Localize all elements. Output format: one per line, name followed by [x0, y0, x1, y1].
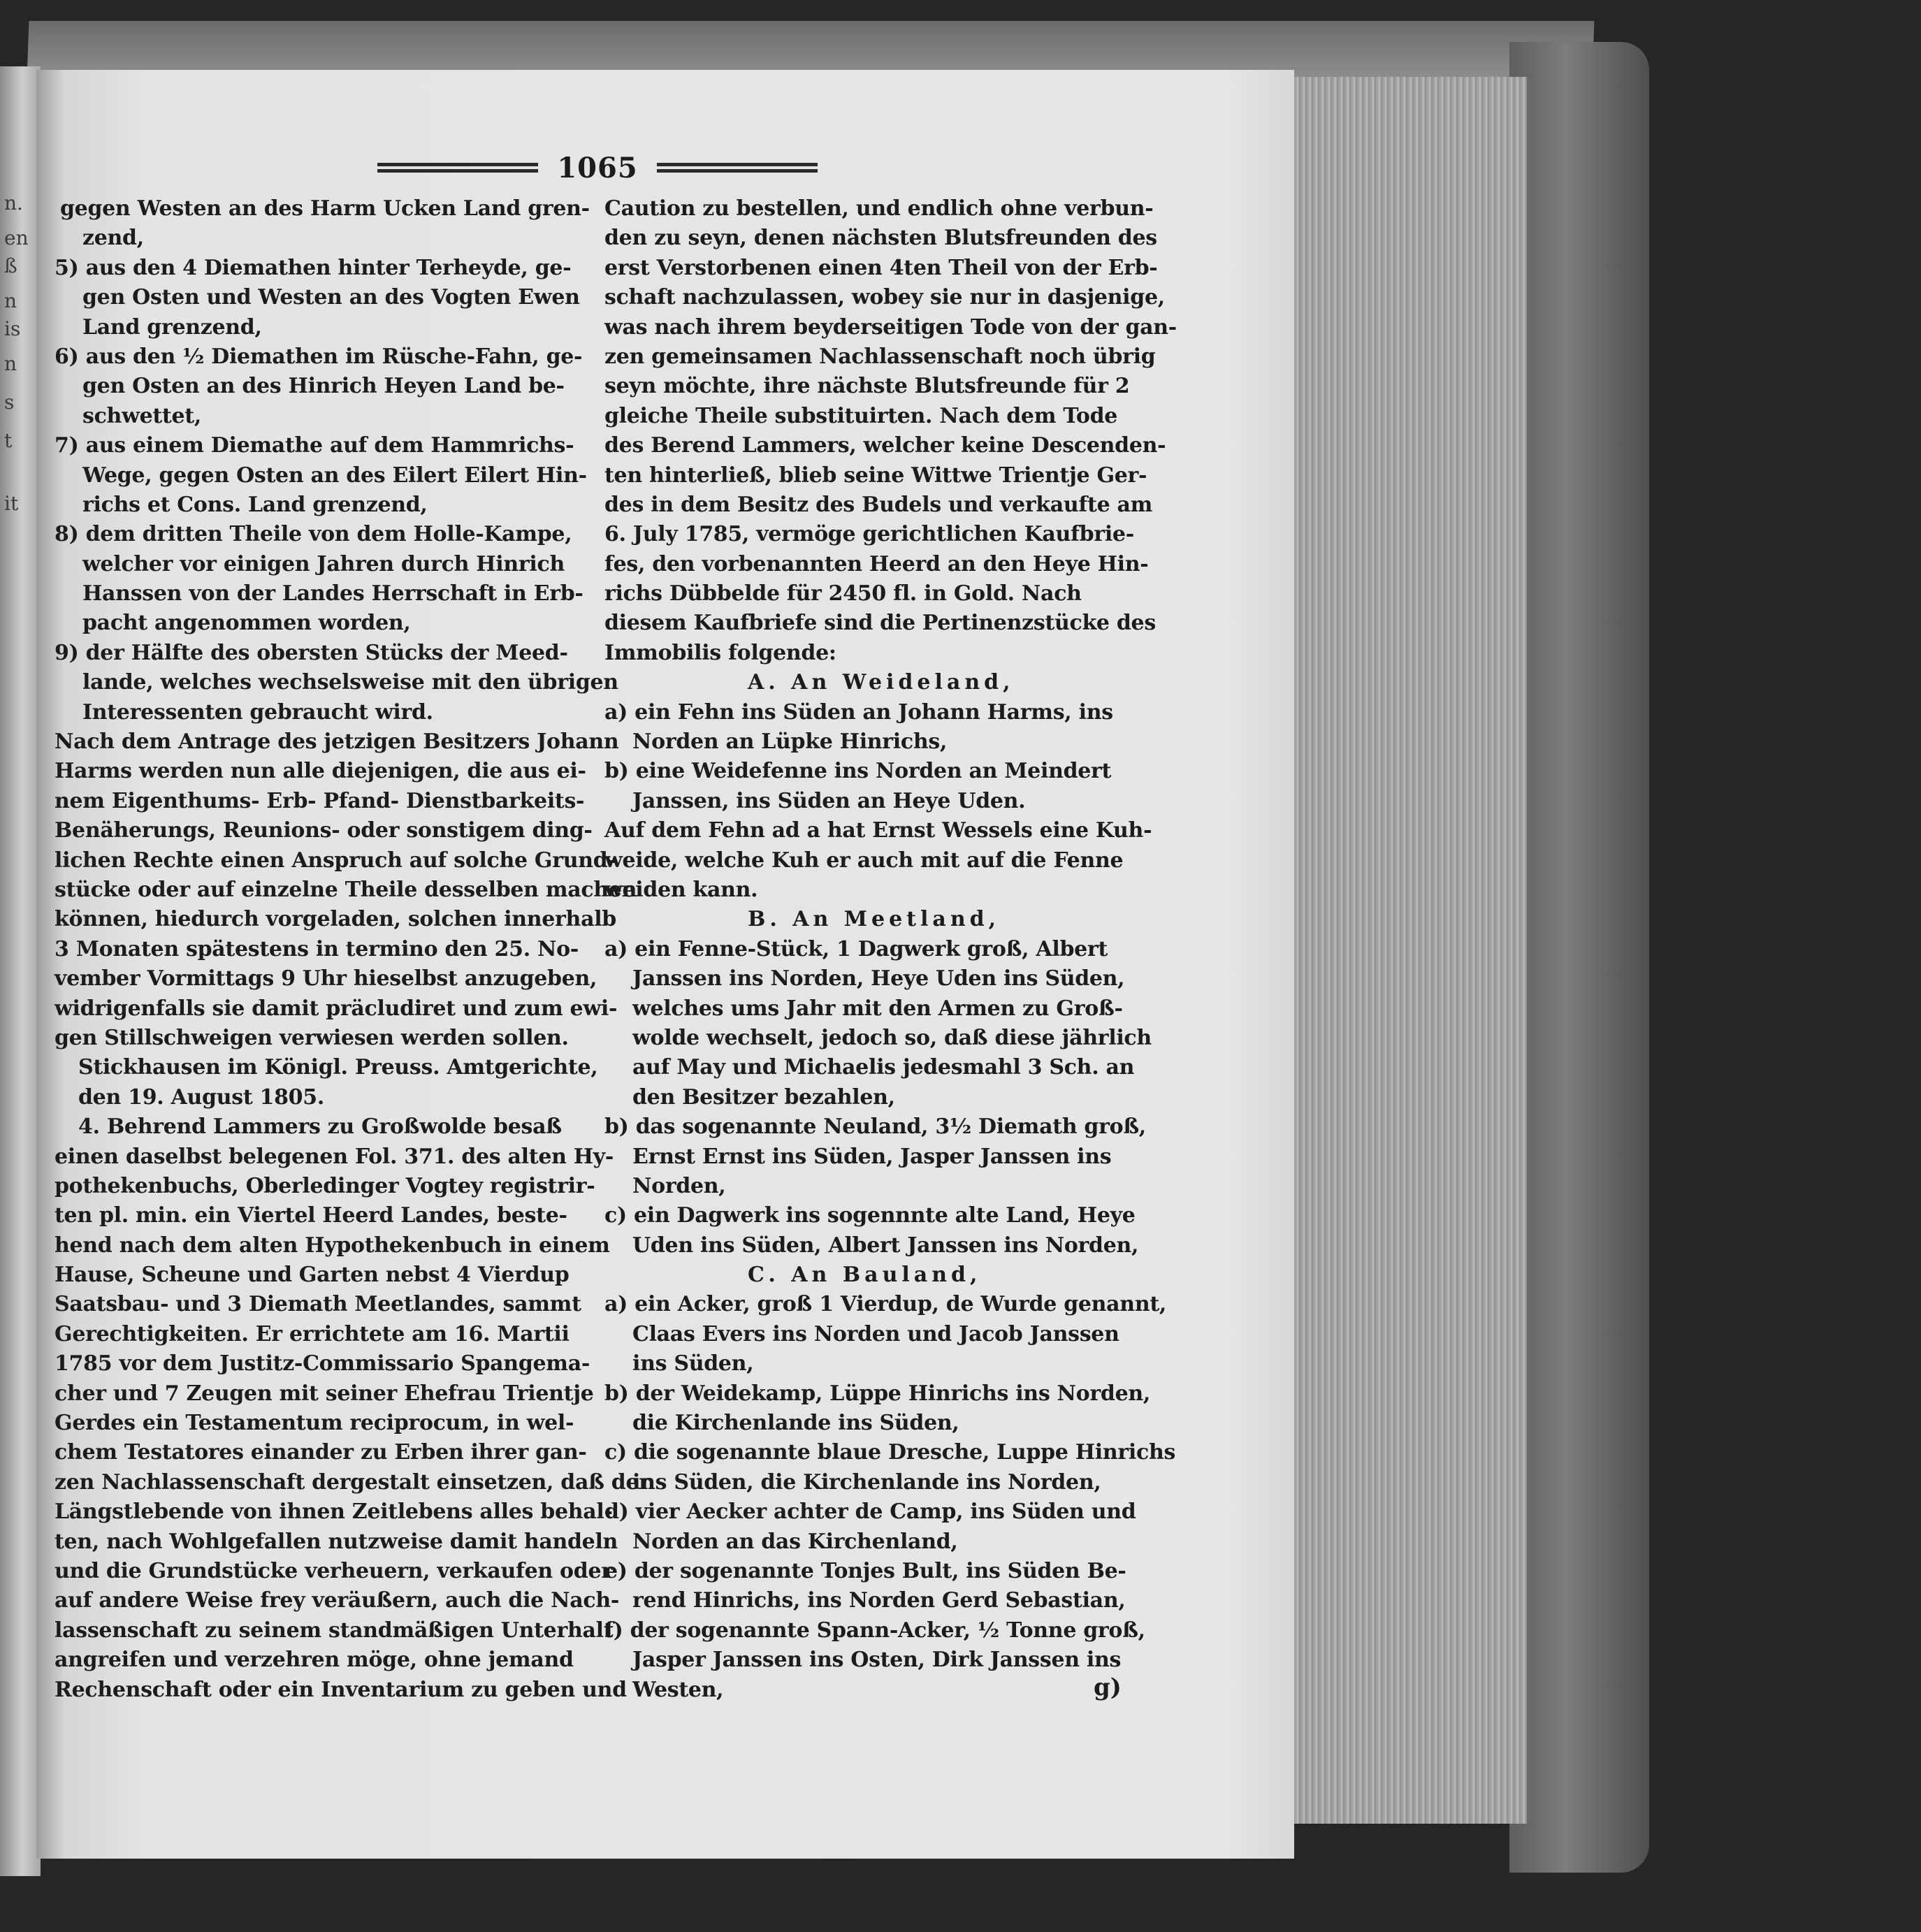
text-line: gegen Westen an des Harm Ucken Land gren- [60, 196, 590, 221]
text-line: Saatsbau- und 3 Diemath Meetlandes, sammt [55, 1292, 581, 1317]
text-line: und die Grundstücke verheuern, verkaufen oder [55, 1558, 612, 1583]
text-line: zen Nachlassenschaft dergestalt einsetzen, daß der [55, 1469, 650, 1495]
text-line: den zu seyn, denen nächsten Blutsfreunden des [604, 226, 1157, 251]
text-line: Stickhausen im Königl. Preuss. Amtgerichte, [78, 1055, 598, 1080]
previous-page-fragment: n [4, 289, 17, 312]
text-line: richs et Cons. Land grenzend, [82, 492, 428, 517]
text-line: gen Stillschweigen verwiesen werden sollen. [55, 1025, 569, 1050]
book-cover-top [27, 21, 1595, 77]
text-line: d) vier Aecker achter de Camp, ins Süden und [604, 1499, 1136, 1525]
text-line: a) ein Fenne-Stück, 1 Dagwerk groß, Albert [604, 936, 1108, 961]
text-line: den 19. August 1805. [78, 1084, 324, 1110]
text-line: Harms werden nun alle diejenigen, die aus ei- [55, 759, 586, 784]
text-line: nem Eigenthums- Erb- Pfand- Dienstbarkeits- [55, 788, 585, 813]
text-line: ins Süden, [632, 1351, 754, 1377]
text-line: Ernst Ernst ins Süden, Jasper Janssen ins [632, 1144, 1112, 1169]
text-line: Gerechtigkeiten. Er errichtete am 16. Martii [55, 1321, 570, 1346]
text-line: a) ein Acker, groß 1 Vierdup, de Wurde genannt, [604, 1292, 1167, 1317]
text-line: zen gemeinsamen Nachlassenschaft noch übrig [604, 344, 1156, 369]
text-line: welcher vor einigen Jahren durch Hinrich [82, 551, 565, 576]
text-line: pacht angenommen worden, [82, 611, 411, 636]
page-header [377, 151, 818, 184]
header-rule-right [657, 163, 818, 173]
text-line: Gerdes ein Testamentum reciprocum, in wel- [55, 1411, 574, 1436]
text-line: b) das sogenannte Neuland, 3½ Diemath groß, [604, 1114, 1146, 1140]
text-line: welches ums Jahr mit den Armen zu Groß- [632, 996, 1123, 1021]
text-line: seyn möchte, ihre nächste Blutsfreunde für 2 [604, 374, 1130, 399]
text-line: weiden kann. [604, 877, 758, 902]
text-line: Norden an das Kirchenland, [632, 1529, 958, 1554]
text-line: wolde wechselt, jedoch so, daß diese jährlich [632, 1025, 1152, 1050]
text-line: c) die sogenannte blaue Dresche, Luppe Hinrichs [604, 1440, 1176, 1465]
text-line: rend Hinrichs, ins Norden Gerd Sebastian, [632, 1588, 1126, 1613]
text-line: 5) aus den 4 Diemathen hinter Terheyde, ge- [55, 255, 572, 280]
text-line: diesem Kaufbriefe sind die Pertinenzstücke des [604, 611, 1156, 636]
text-line: f) der sogenannte Spann-Acker, ½ Tonne groß, [604, 1618, 1145, 1643]
text-line: angreifen und verzehren möge, ohne jemand [55, 1648, 574, 1673]
text-line: B. An Meetland, [748, 907, 1001, 932]
text-line: weide, welche Kuh er auch mit auf die Fenne [604, 848, 1124, 873]
text-line: Janssen, ins Süden an Heye Uden. [632, 788, 1026, 813]
text-line: Hanssen von der Landes Herrschaft in Erb- [82, 581, 583, 607]
text-line: stücke oder auf einzelne Theile desselben machen [55, 877, 637, 902]
text-line: a) ein Fehn ins Süden an Johann Harms, ins [604, 699, 1113, 725]
text-line: 7) aus einem Diemathe auf dem Hammrichs- [55, 433, 574, 458]
previous-page-fragment: is [4, 317, 21, 340]
text-line: den Besitzer bezahlen, [632, 1084, 895, 1110]
text-line: ins Süden, die Kirchenlande ins Norden, [632, 1469, 1101, 1495]
right-text-column [604, 194, 1177, 1705]
previous-page-fragment: n [4, 352, 17, 375]
text-line: 8) dem dritten Theile von dem Holle-Kampe, [55, 522, 572, 547]
text-line: Janssen ins Norden, Heye Uden ins Süden, [632, 966, 1125, 992]
text-line: Jasper Janssen ins Osten, Dirk Janssen ins [632, 1648, 1122, 1673]
text-line: Norden an Lüpke Hinrichs, [632, 729, 948, 755]
text-line: die Kirchenlande ins Süden, [632, 1411, 959, 1436]
text-line: 1785 vor dem Justitz-Commissario Spangema- [55, 1351, 590, 1377]
text-line: ten, nach Wohlgefallen nutzweise damit handeln [55, 1529, 618, 1554]
text-line: Längstlebende von ihnen Zeitlebens alles behal- [55, 1499, 613, 1525]
text-line: fes, den vorbenannten Heerd an den Heye Hin- [604, 551, 1149, 576]
previous-page-fragment: s [4, 391, 15, 414]
left-text-column [55, 194, 650, 1705]
text-line: einen daselbst belegenen Fol. 371. des alten Hy- [55, 1144, 614, 1169]
text-line: Land grenzend, [82, 314, 262, 340]
text-line: pothekenbuchs, Oberledinger Vogtey registrir- [55, 1173, 595, 1198]
previous-page-fragment: en [4, 226, 29, 249]
text-line: Claas Evers ins Norden und Jacob Janssen [632, 1321, 1119, 1346]
text-line: Wege, gegen Osten an des Eilert Eilert Hin- [82, 463, 587, 488]
text-line: Norden, [632, 1173, 726, 1198]
previous-page-fragment: ß [4, 254, 17, 277]
text-line: richs Dübbelde für 2450 fl. in Gold. Nach [604, 581, 1082, 607]
text-line: 9) der Hälfte des obersten Stücks der Meed- [55, 640, 568, 665]
text-line: gen Osten und Westen an des Vogten Ewen [82, 285, 580, 310]
text-line: b) der Weidekamp, Lüppe Hinrichs ins Norden, [604, 1381, 1151, 1406]
text-line: Rechenschaft oder ein Inventarium zu geben und [55, 1677, 627, 1702]
text-line: auf andere Weise frey veräußern, auch die Nach- [55, 1588, 620, 1613]
previous-page-fragment: it [4, 492, 19, 515]
text-line: zend, [82, 226, 144, 251]
text-line: auf May und Michaelis jedesmahl 3 Sch. an [632, 1055, 1135, 1080]
text-line: gleiche Theile substituirten. Nach dem Tode [604, 403, 1118, 428]
previous-page-fragment: t [4, 429, 13, 452]
text-line: vember Vormittags 9 Uhr hieselbst anzugeben, [55, 966, 597, 992]
text-line: 6) aus den ½ Diemathen im Rüsche-Fahn, ge- [55, 344, 583, 369]
text-line: e) der sogenannte Tonjes Bult, ins Süden Be- [604, 1558, 1126, 1583]
text-line: C. An Bauland, [748, 1263, 982, 1288]
text-line: Immobilis folgende: [604, 640, 836, 665]
text-line: ten pl. min. ein Viertel Heerd Landes, beste- [55, 1203, 567, 1228]
text-line: Auf dem Fehn ad a hat Ernst Wessels eine Kuh- [604, 818, 1152, 843]
text-line: Nach dem Antrage des jetzigen Besitzers Johann [55, 729, 619, 755]
text-line: chem Testatores einander zu Erben ihrer gan- [55, 1440, 587, 1465]
text-line: hend nach dem alten Hypothekenbuch in einem [55, 1233, 610, 1258]
page-block-edges [1289, 77, 1527, 1824]
text-line: lande, welches wechselsweise mit den übrigen [82, 670, 618, 695]
text-line: können, hiedurch vorgeladen, solchen innerhalb [55, 907, 616, 932]
header-rule-left [377, 163, 538, 173]
text-line: Uden ins Süden, Albert Janssen ins Norden, [632, 1233, 1139, 1258]
catchword: g) [1094, 1673, 1122, 1701]
text-line: erst Verstorbenen einen 4ten Theil von der Erb- [604, 255, 1158, 280]
text-line: lichen Rechte einen Anspruch auf solche Grund- [55, 848, 616, 873]
text-line: ten hinterließ, blieb seine Wittwe Trientje Ger- [604, 463, 1147, 488]
previous-page-fragment: n. [4, 191, 23, 215]
text-line: Interessenten gebraucht wird. [82, 699, 433, 725]
book-cover-edge [1509, 42, 1649, 1873]
text-line: schaft nachzulassen, wobey sie nur in dasjenige, [604, 285, 1165, 310]
text-line: A. An Weideland, [748, 670, 1015, 695]
text-line: lassenschaft zu seinem standmäßigen Unterhalt [55, 1618, 614, 1643]
text-line: Benäherungs, Reunions- oder sonstigem ding- [55, 818, 593, 843]
text-line: schwettet, [82, 403, 201, 428]
text-line: Westen, [632, 1677, 724, 1702]
text-line: Hause, Scheune und Garten nebst 4 Vierdup [55, 1263, 570, 1288]
text-line: des in dem Besitz des Budels und verkaufte am [604, 492, 1153, 517]
page-number: 1065 [557, 151, 638, 184]
text-line: 6. July 1785, vermöge gerichtlichen Kaufbrie- [604, 522, 1134, 547]
text-line: des Berend Lammers, welcher keine Descenden- [604, 433, 1166, 458]
text-line: Caution zu bestellen, und endlich ohne verbun- [604, 196, 1154, 221]
text-line: c) ein Dagwerk ins sogennnte alte Land, Heye [604, 1203, 1136, 1228]
text-line: 4. Behrend Lammers zu Großwolde besaß [78, 1114, 562, 1140]
text-line: b) eine Weidefenne ins Norden an Meindert [604, 759, 1112, 784]
text-line: 3 Monaten spätestens in termino den 25. No- [55, 936, 579, 961]
text-line: was nach ihrem beyderseitigen Tode von der gan- [604, 314, 1177, 340]
text-line: widrigenfalls sie damit präcludiret und zum ewi- [55, 996, 618, 1021]
text-line: gen Osten an des Hinrich Heyen Land be- [82, 374, 565, 399]
text-line: cher und 7 Zeugen mit seiner Ehefrau Trientje [55, 1381, 594, 1406]
